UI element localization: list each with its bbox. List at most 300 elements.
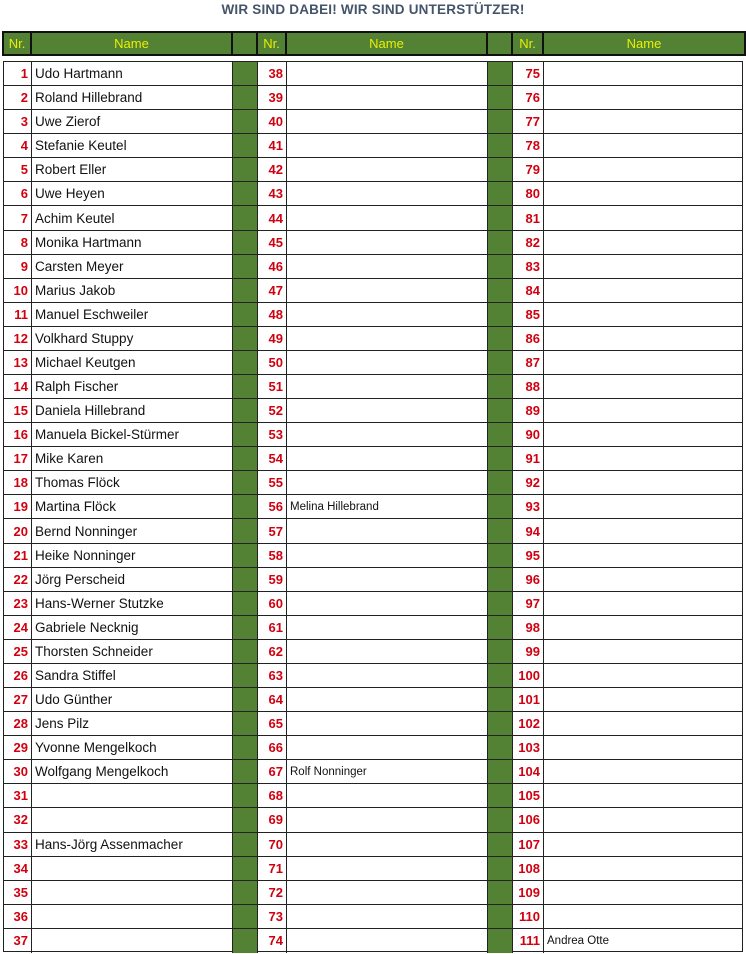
number-cell: 105 — [513, 784, 544, 807]
number-cell: 9 — [4, 255, 32, 278]
spacer-cell — [488, 544, 513, 567]
number-cell: 30 — [4, 760, 32, 783]
name-cell — [544, 134, 742, 157]
name-cell: Heike Nonninger — [32, 544, 233, 567]
name-cell: Uwe Heyen — [32, 182, 233, 205]
number-cell: 21 — [4, 544, 32, 567]
name-cell: Volkhard Stuppy — [32, 327, 233, 350]
header-name-3: Name — [626, 36, 662, 51]
number-cell: 13 — [4, 351, 32, 374]
spacer-cell — [233, 544, 258, 567]
number-cell: 75 — [513, 62, 544, 85]
name-cell: Michael Keutgen — [32, 351, 233, 374]
name-cell — [544, 495, 742, 518]
name-cell — [287, 592, 488, 615]
number-cell: 48 — [258, 303, 287, 326]
spacer-cell — [233, 808, 258, 831]
number-cell: 15 — [4, 399, 32, 422]
table-row — [4, 471, 742, 495]
number-cell: 102 — [513, 712, 544, 735]
spacer-cell — [233, 327, 258, 350]
spacer-cell — [233, 351, 258, 374]
name-cell — [544, 86, 742, 109]
number-cell: 18 — [4, 471, 32, 494]
number-cell: 19 — [4, 495, 32, 518]
name-cell: Achim Keutel — [32, 206, 233, 229]
name-cell — [287, 544, 488, 567]
name-cell — [544, 399, 742, 422]
name-cell — [544, 351, 742, 374]
name-cell — [287, 86, 488, 109]
name-cell — [544, 568, 742, 591]
number-cell: 24 — [4, 616, 32, 639]
number-cell: 63 — [258, 664, 287, 687]
number-cell: 45 — [258, 231, 287, 254]
number-cell: 67 — [258, 760, 287, 783]
number-cell: 89 — [513, 399, 544, 422]
spacer-cell — [233, 664, 258, 687]
spacer-cell — [233, 86, 258, 109]
number-cell: 81 — [513, 206, 544, 229]
table-row — [4, 712, 742, 736]
number-cell: 37 — [4, 929, 32, 953]
spacer-cell — [488, 134, 513, 157]
table-row — [4, 279, 742, 303]
number-cell: 94 — [513, 519, 544, 542]
name-cell — [544, 471, 742, 494]
table-row — [4, 592, 742, 616]
spacer-cell — [488, 519, 513, 542]
number-cell: 104 — [513, 760, 544, 783]
number-cell: 59 — [258, 568, 287, 591]
number-cell: 100 — [513, 664, 544, 687]
table-row — [4, 206, 742, 230]
name-cell: Roland Hillebrand — [32, 86, 233, 109]
name-cell — [287, 736, 488, 759]
spacer-cell — [488, 712, 513, 735]
spacer-cell — [233, 616, 258, 639]
name-cell — [287, 375, 488, 398]
spacer-cell — [488, 881, 513, 904]
header-name-1: Name — [32, 33, 233, 54]
name-cell — [287, 182, 488, 205]
name-cell — [544, 784, 742, 807]
spacer-cell — [488, 640, 513, 663]
name-cell: Uwe Zierof — [32, 110, 233, 133]
spacer-cell — [488, 303, 513, 326]
name-cell — [287, 423, 488, 446]
number-cell: 7 — [4, 206, 32, 229]
spacer-cell — [233, 303, 258, 326]
name-cell — [544, 423, 742, 446]
name-cell: Hans-Werner Stutzke — [32, 592, 233, 615]
name-cell — [287, 303, 488, 326]
number-cell: 8 — [4, 231, 32, 254]
name-cell — [544, 881, 742, 904]
number-cell: 96 — [513, 568, 544, 591]
spacer-cell — [233, 62, 258, 85]
number-cell: 99 — [513, 640, 544, 663]
name-cell: Mike Karen — [32, 447, 233, 470]
name-cell: Carsten Meyer — [32, 255, 233, 278]
number-cell: 33 — [4, 833, 32, 856]
name-cell — [544, 640, 742, 663]
number-cell: 84 — [513, 279, 544, 302]
number-cell: 55 — [258, 471, 287, 494]
name-cell: Monika Hartmann — [32, 231, 233, 254]
number-cell: 95 — [513, 544, 544, 567]
name-cell — [544, 62, 742, 85]
spacer-cell — [233, 375, 258, 398]
table-row — [4, 231, 742, 255]
name-cell — [32, 784, 233, 807]
number-cell: 36 — [4, 905, 32, 928]
name-cell — [287, 857, 488, 880]
name-cell — [287, 447, 488, 470]
name-cell — [544, 447, 742, 470]
number-cell: 71 — [258, 857, 287, 880]
spacer-cell — [233, 423, 258, 446]
spacer-cell — [488, 375, 513, 398]
name-cell — [287, 568, 488, 591]
name-cell — [287, 158, 488, 181]
number-cell: 97 — [513, 592, 544, 615]
number-cell: 61 — [258, 616, 287, 639]
name-cell: Jens Pilz — [32, 712, 233, 735]
spacer-cell — [233, 592, 258, 615]
number-cell: 69 — [258, 808, 287, 831]
number-cell: 60 — [258, 592, 287, 615]
header-nr-3: Nr. — [513, 33, 544, 54]
table-row — [4, 351, 742, 375]
spacer-cell — [488, 399, 513, 422]
number-cell: 103 — [513, 736, 544, 759]
spacer-cell — [233, 134, 258, 157]
number-cell: 23 — [4, 592, 32, 615]
spacer-cell — [488, 206, 513, 229]
table-row — [4, 640, 742, 664]
spacer-cell — [488, 808, 513, 831]
table-row — [4, 664, 742, 688]
name-cell — [544, 712, 742, 735]
table-row — [4, 158, 742, 182]
number-cell: 111 — [513, 929, 544, 953]
spacer-cell — [488, 784, 513, 807]
spacer-cell — [488, 833, 513, 856]
number-cell: 32 — [4, 808, 32, 831]
name-cell — [287, 399, 488, 422]
name-cell — [544, 592, 742, 615]
number-cell: 40 — [258, 110, 287, 133]
table-row — [4, 375, 742, 399]
spacer-cell — [233, 182, 258, 205]
spacer-cell — [488, 86, 513, 109]
name-cell: Bernd Nonninger — [32, 519, 233, 542]
number-cell: 47 — [258, 279, 287, 302]
number-cell: 101 — [513, 688, 544, 711]
name-cell — [544, 158, 742, 181]
name-cell — [287, 231, 488, 254]
table-row — [4, 760, 742, 784]
name-cell — [32, 905, 233, 928]
number-cell: 44 — [258, 206, 287, 229]
name-cell — [287, 929, 488, 953]
supporters-table — [3, 61, 743, 952]
number-cell: 92 — [513, 471, 544, 494]
number-cell: 34 — [4, 857, 32, 880]
name-cell — [287, 640, 488, 663]
number-cell: 56 — [258, 495, 287, 518]
number-cell: 79 — [513, 158, 544, 181]
header-spacer — [233, 33, 258, 54]
name-cell — [544, 736, 742, 759]
table-row — [4, 327, 742, 351]
name-cell — [544, 544, 742, 567]
number-cell: 90 — [513, 423, 544, 446]
spacer-cell — [233, 447, 258, 470]
table-row — [4, 423, 742, 447]
number-cell: 53 — [258, 423, 287, 446]
name-cell — [544, 206, 742, 229]
spacer-cell — [233, 519, 258, 542]
name-cell — [544, 664, 742, 687]
table-row — [4, 495, 742, 519]
name-cell — [544, 279, 742, 302]
spacer-cell — [233, 760, 258, 783]
number-cell: 65 — [258, 712, 287, 735]
name-cell: Udo Hartmann — [32, 62, 233, 85]
number-cell: 3 — [4, 110, 32, 133]
table-row — [4, 134, 742, 158]
number-cell: 87 — [513, 351, 544, 374]
table-row — [4, 62, 742, 86]
table-row — [4, 568, 742, 592]
table-row — [4, 857, 742, 881]
name-cell — [544, 255, 742, 278]
number-cell: 82 — [513, 231, 544, 254]
spacer-cell — [488, 905, 513, 928]
number-cell: 108 — [513, 857, 544, 880]
spacer-cell — [488, 616, 513, 639]
table-row — [4, 86, 742, 110]
spacer-cell — [233, 784, 258, 807]
number-cell: 27 — [4, 688, 32, 711]
number-cell: 26 — [4, 664, 32, 687]
name-cell — [544, 327, 742, 350]
spacer-cell — [233, 929, 258, 953]
number-cell: 28 — [4, 712, 32, 735]
name-cell: Gabriele Necknig — [32, 616, 233, 639]
name-cell — [287, 664, 488, 687]
name-cell — [544, 519, 742, 542]
name-cell — [544, 110, 742, 133]
table-row — [4, 688, 742, 712]
name-cell — [544, 303, 742, 326]
number-cell: 93 — [513, 495, 544, 518]
name-cell — [544, 808, 742, 831]
spacer-cell — [233, 206, 258, 229]
number-cell: 39 — [258, 86, 287, 109]
name-cell: Yvonne Mengelkoch — [32, 736, 233, 759]
number-cell: 73 — [258, 905, 287, 928]
spacer-cell — [488, 110, 513, 133]
name-cell — [544, 375, 742, 398]
number-cell: 78 — [513, 134, 544, 157]
name-cell — [287, 712, 488, 735]
name-cell: Hans-Jörg Assenmacher — [32, 833, 233, 856]
name-cell: Ralph Fischer — [32, 375, 233, 398]
spacer-cell — [233, 712, 258, 735]
name-cell — [544, 857, 742, 880]
number-cell: 76 — [513, 86, 544, 109]
number-cell: 12 — [4, 327, 32, 350]
name-cell — [287, 255, 488, 278]
header-name-2: Name — [287, 33, 488, 54]
spacer-cell — [488, 929, 513, 953]
spacer-cell — [488, 62, 513, 85]
number-cell: 31 — [4, 784, 32, 807]
spacer-cell — [233, 110, 258, 133]
number-cell: 66 — [258, 736, 287, 759]
table-row — [4, 881, 742, 905]
name-cell — [287, 833, 488, 856]
name-cell — [544, 231, 742, 254]
number-cell: 43 — [258, 182, 287, 205]
name-cell — [544, 688, 742, 711]
spacer-cell — [488, 760, 513, 783]
table-row — [4, 303, 742, 327]
name-cell — [287, 905, 488, 928]
number-cell: 50 — [258, 351, 287, 374]
name-cell: Thorsten Schneider — [32, 640, 233, 663]
spacer-cell — [488, 736, 513, 759]
name-cell — [544, 616, 742, 639]
name-cell — [32, 881, 233, 904]
number-cell: 74 — [258, 929, 287, 953]
name-cell: Manuel Eschweiler — [32, 303, 233, 326]
name-cell: Thomas Flöck — [32, 471, 233, 494]
spacer-cell — [233, 905, 258, 928]
table-row — [4, 544, 742, 568]
name-cell — [287, 110, 488, 133]
spacer-cell — [233, 736, 258, 759]
spacer-cell — [488, 182, 513, 205]
spacer-cell — [233, 495, 258, 518]
number-cell: 109 — [513, 881, 544, 904]
table-row — [4, 929, 742, 953]
table-row — [4, 736, 742, 760]
spacer-cell — [488, 351, 513, 374]
number-cell: 58 — [258, 544, 287, 567]
name-cell — [287, 808, 488, 831]
header-nr-1: Nr. — [4, 33, 32, 54]
name-cell: Melina Hillebrand — [287, 495, 488, 518]
number-cell: 62 — [258, 640, 287, 663]
table-row — [4, 399, 742, 423]
number-cell: 72 — [258, 881, 287, 904]
number-cell: 88 — [513, 375, 544, 398]
name-cell: Andrea Otte — [547, 934, 610, 947]
number-cell: 20 — [4, 519, 32, 542]
spacer-cell — [233, 471, 258, 494]
number-cell: 110 — [513, 905, 544, 928]
spacer-cell — [233, 568, 258, 591]
name-cell — [287, 134, 488, 157]
spacer-cell — [488, 471, 513, 494]
name-cell — [287, 616, 488, 639]
name-cell — [32, 808, 233, 831]
spacer-cell — [488, 592, 513, 615]
name-cell — [287, 784, 488, 807]
spacer-cell — [233, 399, 258, 422]
number-cell: 98 — [513, 616, 544, 639]
table-row — [4, 447, 742, 471]
number-cell: 85 — [513, 303, 544, 326]
number-cell: 83 — [513, 255, 544, 278]
number-cell: 41 — [258, 134, 287, 157]
name-cell: Daniela Hillebrand — [32, 399, 233, 422]
number-cell: 46 — [258, 255, 287, 278]
number-cell: 6 — [4, 182, 32, 205]
name-cell: Martina Flöck — [32, 495, 233, 518]
name-cell: Marius Jakob — [32, 279, 233, 302]
name-cell: Robert Eller — [32, 158, 233, 181]
number-cell: 29 — [4, 736, 32, 759]
name-cell: Wolfgang Mengelkoch — [32, 760, 233, 783]
spacer-cell — [488, 158, 513, 181]
number-cell: 38 — [258, 62, 287, 85]
number-cell: 16 — [4, 423, 32, 446]
table-row — [4, 808, 742, 832]
number-cell: 22 — [4, 568, 32, 591]
name-cell — [544, 905, 742, 928]
name-cell — [544, 760, 742, 783]
table-row — [4, 182, 742, 206]
number-cell: 49 — [258, 327, 287, 350]
spacer-cell — [488, 423, 513, 446]
name-cell — [287, 351, 488, 374]
table-row — [4, 255, 742, 279]
number-cell: 106 — [513, 808, 544, 831]
name-cell — [287, 519, 488, 542]
name-cell: Sandra Stiffel — [32, 664, 233, 687]
name-cell — [287, 688, 488, 711]
number-cell: 54 — [258, 447, 287, 470]
table-header — [2, 31, 746, 56]
spacer-cell — [488, 327, 513, 350]
number-cell: 1 — [4, 62, 32, 85]
number-cell: 14 — [4, 375, 32, 398]
spacer-cell — [233, 857, 258, 880]
spacer-cell — [488, 255, 513, 278]
spacer-cell — [488, 495, 513, 518]
name-cell: Rolf Nonninger — [287, 760, 488, 783]
table-row — [4, 784, 742, 808]
spacer-cell — [233, 881, 258, 904]
page-title: WIR SIND DABEI! WIR SIND UNTERSTÜTZER! — [221, 2, 525, 17]
spacer-cell — [233, 688, 258, 711]
spacer-cell — [488, 279, 513, 302]
number-cell: 2 — [4, 86, 32, 109]
name-cell: Manuela Bickel-Stürmer — [32, 423, 233, 446]
header-nr-2: Nr. — [258, 33, 287, 54]
number-cell: 77 — [513, 110, 544, 133]
table-row — [4, 519, 742, 543]
name-cell — [287, 327, 488, 350]
spacer-cell — [488, 857, 513, 880]
name-cell: Jörg Perscheid — [32, 568, 233, 591]
name-cell — [287, 206, 488, 229]
